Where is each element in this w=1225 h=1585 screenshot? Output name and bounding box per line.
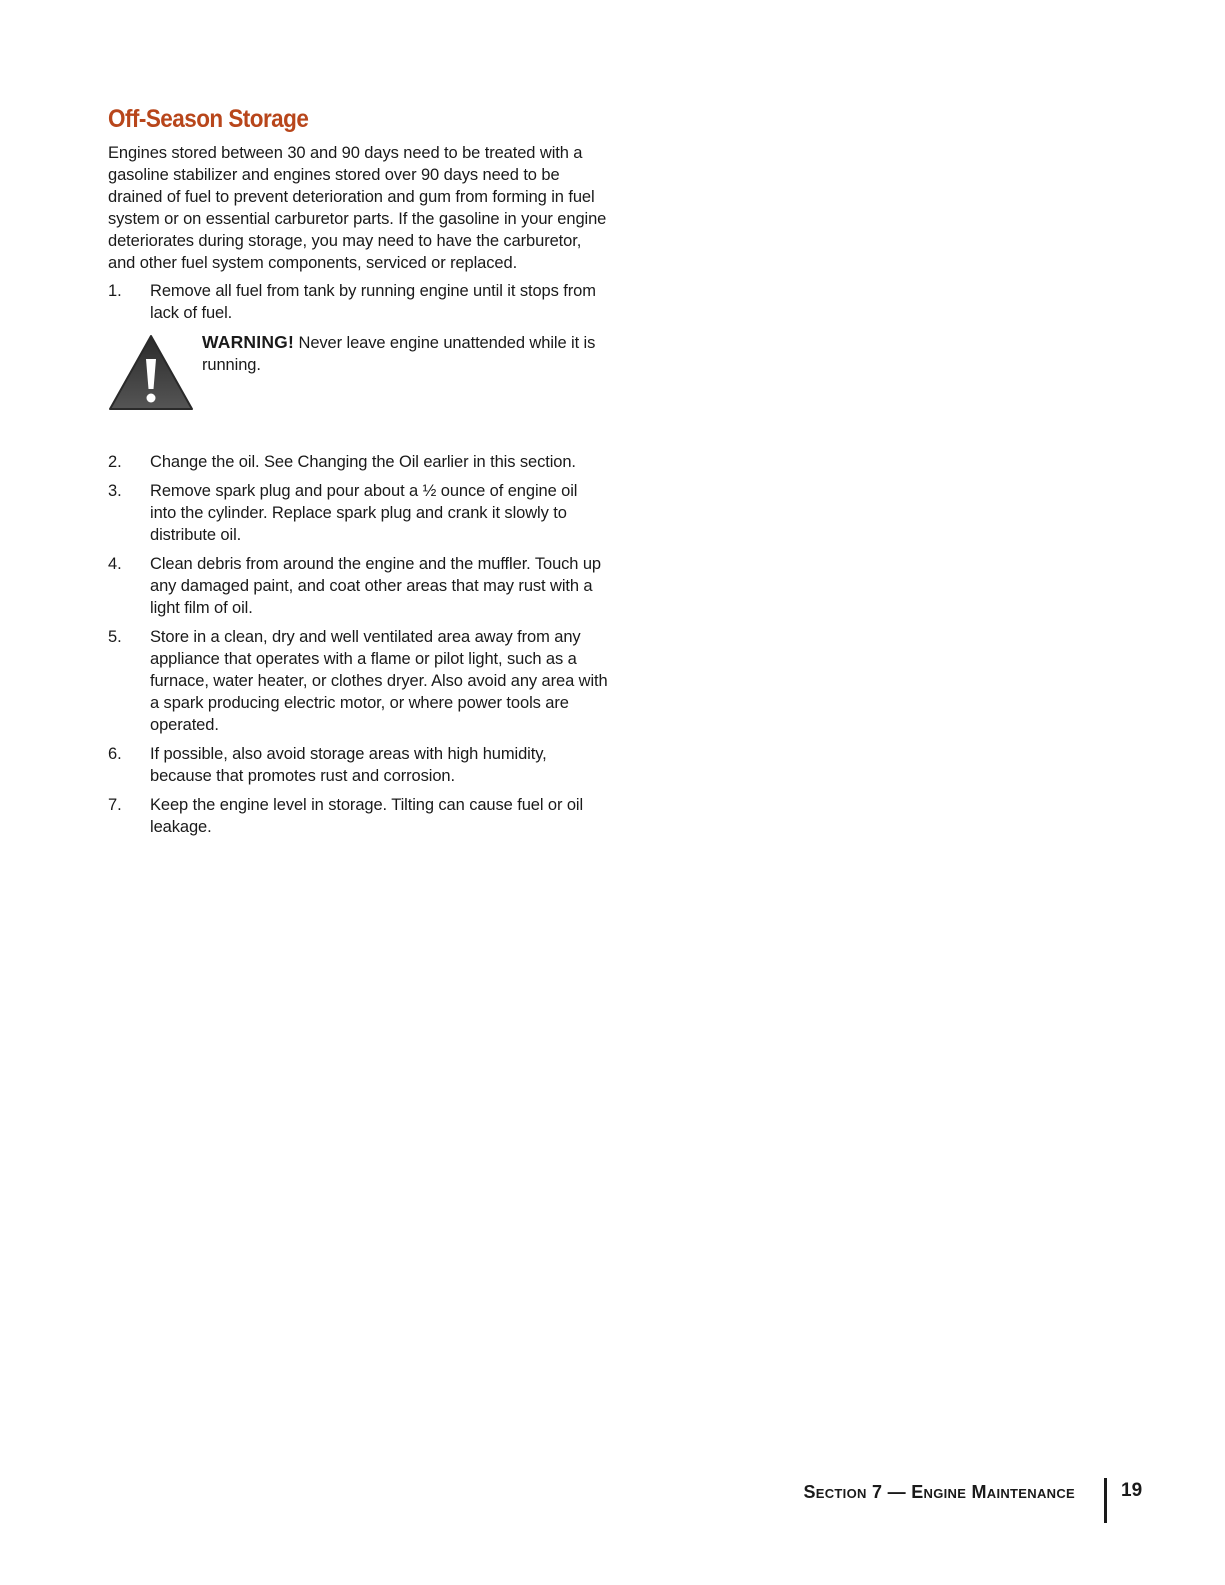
page-title: Off-Season Storage (108, 105, 309, 133)
page-number: 19 (1121, 1480, 1143, 1501)
step-number: 2. (108, 453, 122, 471)
warning-callout (108, 331, 608, 451)
step-number: 4. (108, 555, 122, 573)
list-item (108, 480, 608, 546)
storage-steps-list-continued (108, 451, 608, 838)
step-text: Clean debris from around the engine and the muffler. Touch up any damaged paint, and coat other areas that may rust with a light film of oil. (150, 555, 602, 617)
step-text: Keep the engine level in storage. Tilting can cause fuel or oil leakage. (150, 796, 584, 836)
footer-divider (1104, 1478, 1107, 1523)
warning-body: Never leave engine unattended while it is running. (202, 334, 596, 374)
list-item (108, 794, 608, 838)
list-item (108, 280, 608, 324)
step-number: 7. (108, 796, 122, 814)
step-number: 6. (108, 745, 122, 763)
step-number: 1. (108, 282, 122, 300)
section-title: Section 7 — Engine Maintenance (803, 1482, 1075, 1502)
step-text: If possible, also avoid storage areas with high humidity, because that promotes rust and corrosion. (150, 745, 547, 785)
page-content (108, 104, 608, 845)
page-footer (0, 1478, 1225, 1528)
step-number: 3. (108, 482, 122, 500)
warning-triangle-icon (108, 333, 194, 411)
step-number: 5. (108, 628, 122, 646)
storage-steps-list (108, 280, 608, 324)
list-item (108, 743, 608, 787)
list-item (108, 451, 608, 473)
list-item (108, 553, 608, 619)
step-text: Remove spark plug and pour about a ½ ounce of engine oil into the cylinder. Replace spark plug and crank it slowly to distribute oil. (150, 482, 578, 544)
warning-label: WARNING! (202, 332, 295, 352)
warning-message (202, 331, 602, 376)
step-text: Store in a clean, dry and well ventilated area away from any appliance that operates with a flame or pilot light, such as a furnace, water heater, or clothes dryer. Also avoid any area with a spark producing electric motor, or where power tools are operated. (150, 628, 608, 734)
step-text: Remove all fuel from tank by running engine until it stops from lack of fuel. (150, 282, 596, 322)
intro-paragraph: Engines stored between 30 and 90 days need to be treated with a gasoline stabilizer and engines stored over 90 days need to be drained of fuel to prevent deterioration and gum from forming in fuel system or on essential carburetor parts. If the gasoline in your engine deteriorates during storage, you may need to have the carburetor, and other fuel system components, serviced or replaced. (108, 144, 607, 272)
step-text: Change the oil. See Changing the Oil earlier in this section. (150, 453, 576, 471)
list-item (108, 626, 608, 736)
